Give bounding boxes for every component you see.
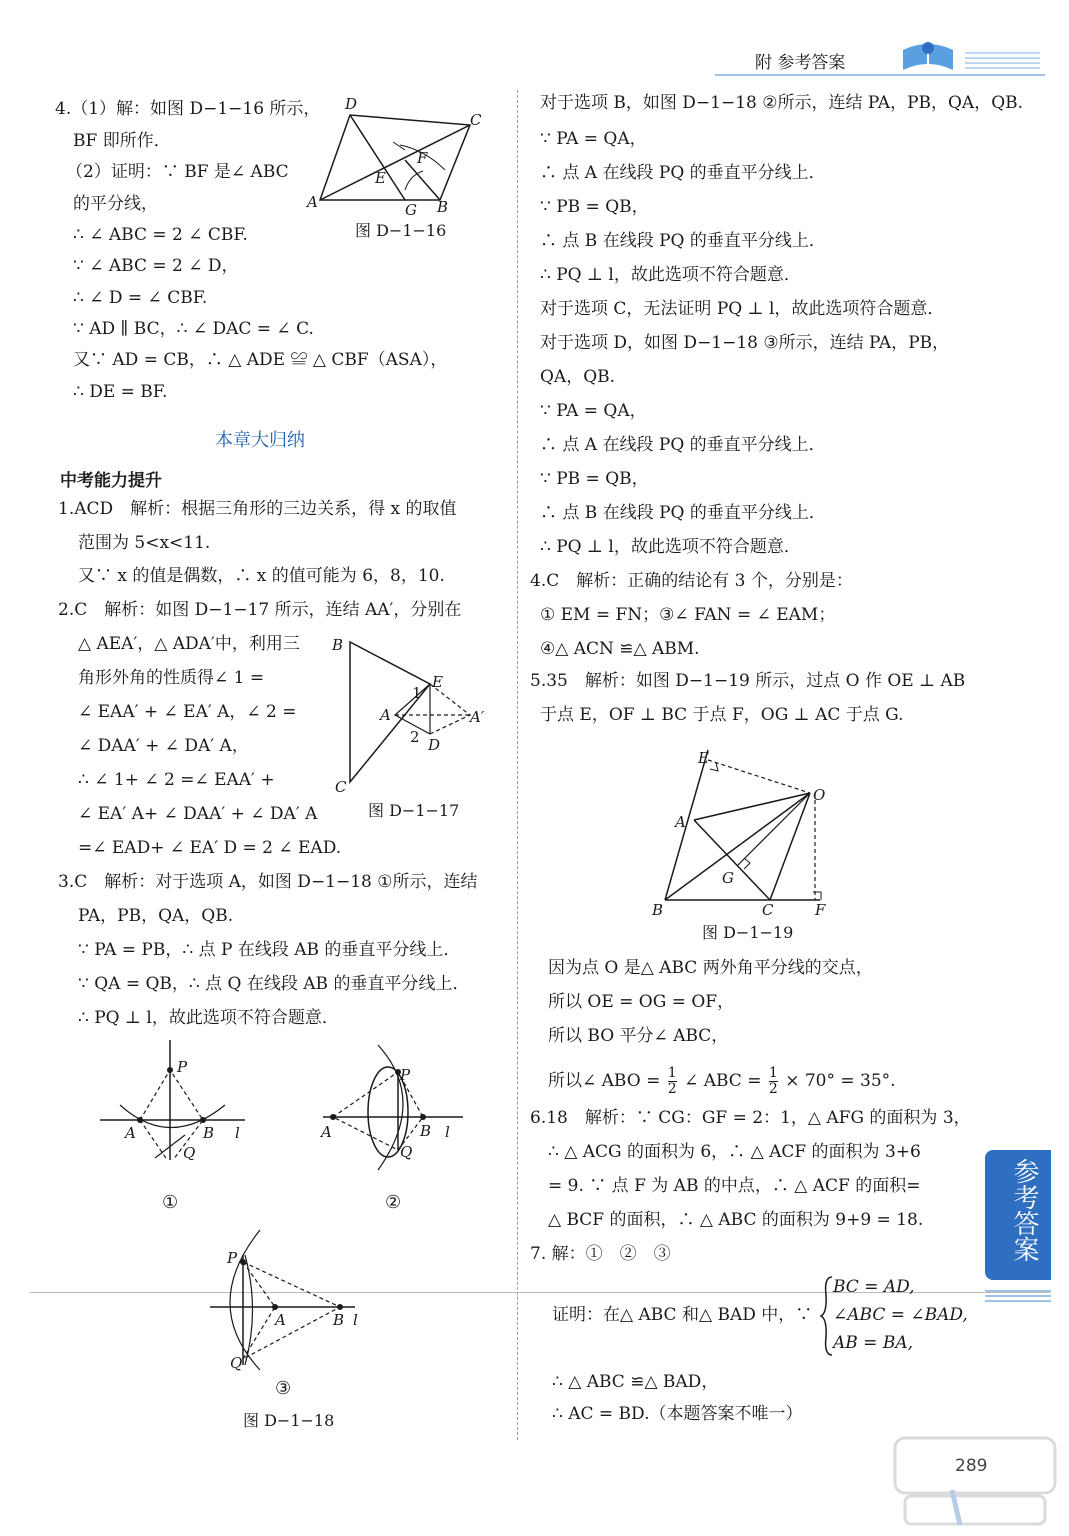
subfigure-label: ③ (275, 1378, 292, 1399)
text-line: ∠ DAA′ + ∠ DA′ A， (78, 736, 249, 756)
page-number: 289 (955, 1456, 988, 1476)
book-logo-icon (895, 40, 961, 78)
fraction (769, 1066, 778, 1097)
header-rule (715, 74, 1045, 76)
label-G: G (405, 201, 417, 219)
label-Q: Q (400, 1143, 413, 1161)
subfigure-label: ② (385, 1192, 402, 1213)
text-line: ① EM = FN；③∠ FAN = ∠ EAM； (540, 605, 836, 625)
label-l: l (445, 1123, 450, 1141)
label-O: O (813, 786, 826, 804)
label-A: A (125, 1124, 136, 1142)
figure-d-1-17 (330, 632, 490, 797)
column-divider (517, 90, 518, 1440)
fraction-denominator: 2 (667, 1081, 677, 1097)
text-line: ∴ △ ACG 的面积为 6，∴ △ ACF 的面积为 3+6 (548, 1142, 921, 1162)
figure-caption: 图 D−1−18 (243, 1411, 335, 1430)
text-line: ∠ EAA′ + ∠ EA′ A，∠ 2 = (78, 702, 297, 722)
text-line: ∴ PQ ⊥ l，故此选项不符合题意． (78, 1008, 339, 1028)
label-D: D (345, 95, 358, 113)
label-E: E (375, 169, 386, 187)
text-line: 范围为 5<x<11. (78, 533, 211, 553)
label-Q: Q (230, 1354, 243, 1372)
text-line: 因为点 O 是△ ABC 两外角平分线的交点， (548, 958, 873, 978)
text-line: 2.C 解析：如图 D−1−17 所示，连结 AA′，分别在 (58, 600, 462, 620)
text-line: ∴ 点 B 在线段 PQ 的垂直平分线上． (540, 231, 826, 251)
text-line: ∴ ∠ 1+ ∠ 2 =∠ EAA′ + (78, 770, 275, 790)
text-line: 对于选项 C，无法证明 PQ ⊥ l，故此选项符合题意． (540, 299, 945, 319)
text-line: 4.C 解析：正确的结论有 3 个，分别是： (530, 571, 853, 591)
text-line: 对于选项 B，如图 D−1−18 ②所示，连结 PA，PB，QA，QB. (540, 93, 1024, 113)
figure-d-1-16 (305, 95, 495, 220)
label-F: F (815, 901, 826, 919)
angle-equation (548, 1066, 896, 1097)
subfigure-label: ① (162, 1192, 179, 1213)
label-B: B (437, 198, 449, 216)
label-A: A (675, 813, 686, 831)
text-line: 5.35 解析：如图 D−1−19 所示，过点 O 作 OE ⊥ AB (530, 671, 966, 691)
running-header: 附 参考答案 (755, 53, 846, 73)
label-A-prime: A′ (470, 708, 485, 726)
label-angle-2: 2 (410, 728, 420, 746)
text-line: 于点 E，OF ⊥ BC 于点 F，OG ⊥ AC 于点 G. (540, 705, 904, 725)
section-heading: 本章大归纳 (215, 430, 305, 451)
brace-icon (820, 1275, 834, 1357)
label-B: B (420, 1122, 432, 1140)
label-B: B (332, 636, 344, 654)
label-A: A (275, 1311, 286, 1329)
label-A: A (321, 1123, 332, 1141)
text-line: PA，PB，QA，QB. (78, 906, 234, 926)
text-line: ∵ QA = QB，∴ 点 Q 在线段 AB 的垂直平分线上． (78, 974, 470, 994)
text-line: ∴ ∠ ABC = 2 ∠ CBF. (73, 225, 248, 245)
text-line: ∴ DE = BF. (73, 382, 168, 402)
figure-d-1-19 (650, 745, 840, 920)
fraction-numerator: 1 (768, 1065, 778, 1081)
text-line: ④△ ACN ≌△ ABM. (540, 639, 700, 659)
equation-prefix: 所以∠ ABO = (548, 1071, 661, 1091)
header-stripes (965, 52, 1040, 72)
fraction (668, 1066, 677, 1097)
text-line: 所以 BO 平分∠ ABC， (548, 1026, 729, 1046)
text-line: ∠ EA′ A+ ∠ DAA′ + ∠ DA′ A (78, 804, 318, 824)
label-P: P (400, 1066, 411, 1084)
text-line: 1.ACD 解析：根据三角形的三边关系，得 x 的取值 (58, 499, 457, 519)
figure-d-1-18-2 (318, 1040, 478, 1175)
text-line: 4.（1）解：如图 D−1−16 所示， (55, 99, 321, 119)
label-C: C (335, 778, 347, 796)
text-line: ∴ PQ ⊥ l，故此选项不符合题意． (540, 265, 801, 285)
label-D: D (428, 736, 441, 754)
figure-caption: 图 D−1−17 (368, 801, 460, 820)
text-line: ∵ AD ∥ BC，∴ ∠ DAC = ∠ C. (73, 319, 314, 339)
text-line: △ BCF 的面积，∴ △ ABC 的面积为 9+9 = 18. (548, 1210, 924, 1230)
text-line: ∵ PA = PB，∴ 点 P 在线段 AB 的垂直平分线上． (78, 940, 461, 960)
text-line: ∴ 点 A 在线段 PQ 的垂直平分线上． (540, 435, 826, 455)
figure-caption: 图 D−1−16 (355, 221, 447, 240)
text-line: △ AEA′，△ ADA′中，利用三 (78, 634, 300, 654)
label-B: B (333, 1311, 345, 1329)
text-line: QA，QB. (540, 367, 616, 387)
label-l: l (235, 1124, 240, 1142)
text-line: 6.18 解析：∵ CG：GF = 2：1，△ AFG 的面积为 3， (530, 1108, 971, 1128)
label-F: F (417, 149, 428, 167)
text-line: ∴ PQ ⊥ l，故此选项不符合题意． (540, 537, 801, 557)
proof-condition: AB = BA, (833, 1333, 913, 1353)
label-Q: Q (183, 1144, 196, 1160)
label-E: E (432, 673, 443, 691)
label-C: C (762, 901, 774, 919)
figure-caption: 图 D−1−19 (702, 923, 794, 942)
fraction-denominator: 2 (768, 1081, 778, 1097)
text-line: 3.C 解析：对于选项 A，如图 D−1−18 ①所示，连结 (58, 872, 478, 892)
label-B: B (652, 901, 664, 919)
text-line: = 9. ∵ 点 F 为 AB 的中点，∴ △ ACF 的面积= (548, 1176, 921, 1196)
tab-stripes (985, 1290, 1051, 1304)
label-A: A (380, 706, 391, 724)
text-line: 的平分线， (73, 194, 158, 214)
proof-condition: BC = AD, (833, 1277, 915, 1297)
label-angle-1: 1 (412, 684, 422, 702)
text-line: ∴ △ ABC ≌△ BAD， (552, 1372, 719, 1392)
text-line: 又∵ x 的值是偶数，∴ x 的值可能为 6，8，10. (78, 566, 445, 586)
text-line: 对于选项 D，如图 D−1−18 ③所示，连结 PA，PB， (540, 333, 950, 353)
label-E: E (698, 749, 709, 767)
text-line: =∠ EAD+ ∠ EA′ D = 2 ∠ EAD. (78, 838, 342, 858)
section-tab-label: 参考答案 (1009, 1158, 1039, 1262)
text-line: 7. 解：① ② ③ (530, 1244, 671, 1264)
equation-middle: ∠ ABC = (684, 1071, 762, 1091)
proof-condition: ∠ABC = ∠BAD, (833, 1305, 968, 1325)
text-line: ∵ PA = QA， (540, 129, 647, 149)
figure-d-1-18-3 (205, 1225, 370, 1375)
proof-prefix: 证明：在△ ABC 和△ BAD 中，∵ (552, 1305, 813, 1325)
text-line: ∵ ∠ ABC = 2 ∠ D， (73, 256, 239, 276)
text-line: ∵ PA = QA， (540, 401, 647, 421)
label-A: A (307, 193, 318, 211)
label-B: B (203, 1124, 215, 1142)
label-G: G (722, 869, 734, 887)
text-line: ∴ ∠ D = ∠ CBF. (73, 288, 208, 308)
text-line: （2）证明：∵ BF 是∠ ABC (66, 162, 289, 182)
fraction-numerator: 1 (667, 1065, 677, 1081)
label-l: l (353, 1311, 358, 1329)
text-line: ∴ 点 B 在线段 PQ 的垂直平分线上． (540, 503, 826, 523)
watermark-logo-icon (890, 1430, 1060, 1530)
text-line: ∵ PB = QB， (540, 197, 649, 217)
text-line: ∴ AC = BD.（本题答案不唯一） (552, 1404, 803, 1424)
figure-d-1-18-1 (95, 1040, 255, 1160)
text-line: 所以 OE = OG = OF， (548, 992, 735, 1012)
label-P: P (227, 1249, 238, 1267)
text-line: ∴ 点 A 在线段 PQ 的垂直平分线上． (540, 163, 826, 183)
text-line: 又∵ AD = CB，∴ △ ADE ≌ △ CBF（ASA）， (73, 350, 448, 370)
text-line: ∵ PB = QB， (540, 469, 649, 489)
label-P: P (177, 1058, 188, 1076)
text-line: 角形外角的性质得∠ 1 = (78, 668, 265, 688)
equation-suffix: × 70° = 35°. (785, 1071, 896, 1091)
text-line: BF 即所作． (73, 131, 171, 151)
subheading: 中考能力提升 (60, 471, 162, 491)
label-C: C (470, 111, 482, 129)
